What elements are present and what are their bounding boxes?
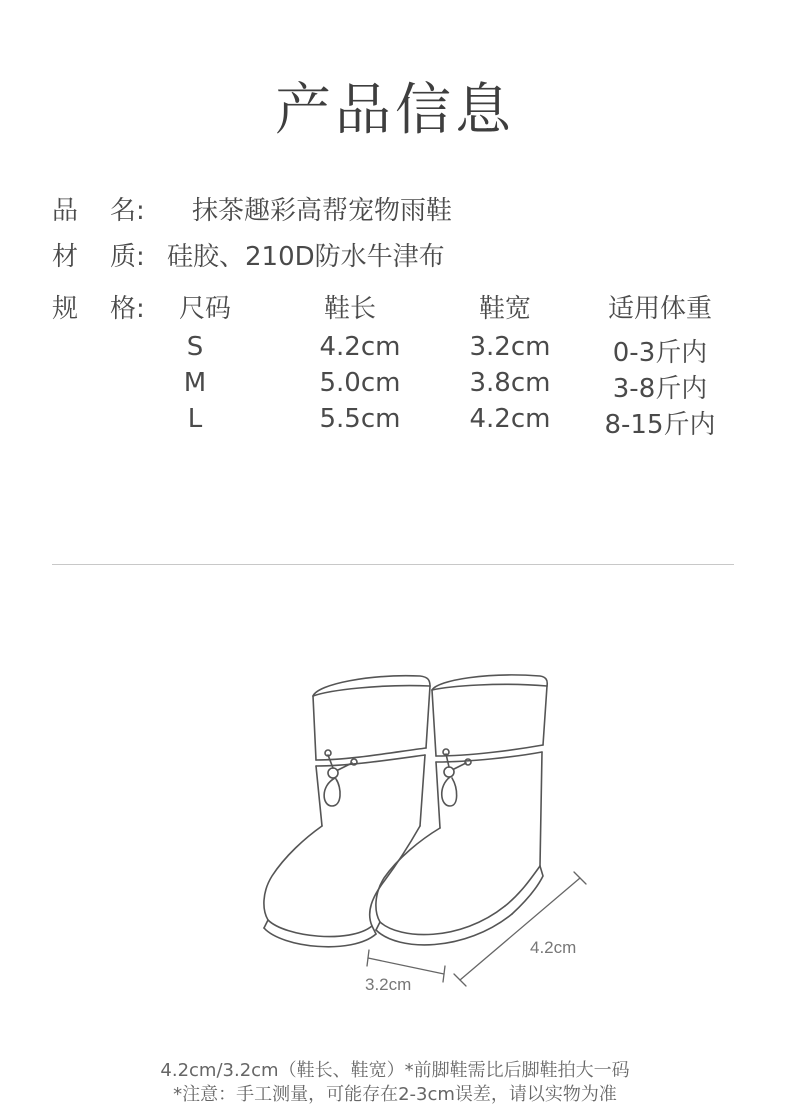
spec-row xyxy=(52,288,145,325)
size-table-cell: 8-15斤内 xyxy=(604,410,716,440)
product-name-label-1: 品 xyxy=(52,196,79,226)
left-boot-illustration xyxy=(264,676,430,947)
size-table-cell: 0-3斤内 xyxy=(612,338,708,368)
material-row xyxy=(52,236,445,273)
size-note: 4.2cm/3.2cm（鞋长、鞋宽）*前脚鞋需比后脚鞋拍大一码 xyxy=(160,1060,630,1081)
material-value: 硅胶、210D防水牛津布 xyxy=(167,242,445,272)
size-table-header: 适用体重 xyxy=(607,294,712,324)
width-label: 3.2cm xyxy=(365,975,412,994)
size-table-cell: M xyxy=(183,368,207,398)
size-table-cell: 3.8cm xyxy=(469,368,551,398)
size-table-header: 尺码 xyxy=(178,294,231,324)
material-label-1: 材 xyxy=(52,242,79,272)
product-name-label-2: 名: xyxy=(110,196,145,226)
section-divider xyxy=(52,564,734,565)
spec-label-2: 格: xyxy=(110,294,145,324)
size-table-cell: 5.5cm xyxy=(319,404,401,434)
boots-diagram xyxy=(0,600,790,1040)
page-title: 产品信息 xyxy=(275,78,515,143)
size-table-header: 鞋长 xyxy=(323,294,376,324)
material-label-2: 质: xyxy=(110,242,145,272)
measurement-note: *注意：手工测量，可能存在2-3cm误差，请以实物为准 xyxy=(173,1084,617,1105)
size-table-cell: 5.0cm xyxy=(319,368,401,398)
length-dimension-line xyxy=(454,872,586,986)
size-table-cell: S xyxy=(186,332,204,362)
size-table-cell: 3-8斤内 xyxy=(612,374,708,404)
spec-label-1: 规 xyxy=(52,294,79,324)
length-label: 4.2cm xyxy=(530,938,577,957)
size-table-cell: 4.2cm xyxy=(319,332,401,362)
size-table-cell: 3.2cm xyxy=(469,332,551,362)
size-table-header: 鞋宽 xyxy=(478,294,531,324)
size-table-cell: 4.2cm xyxy=(469,404,551,434)
right-boot-illustration xyxy=(376,675,547,945)
size-table-cell: L xyxy=(187,404,203,434)
product-name-value: 抹茶趣彩高帮宠物雨鞋 xyxy=(192,196,453,226)
product-name-row xyxy=(52,190,453,227)
